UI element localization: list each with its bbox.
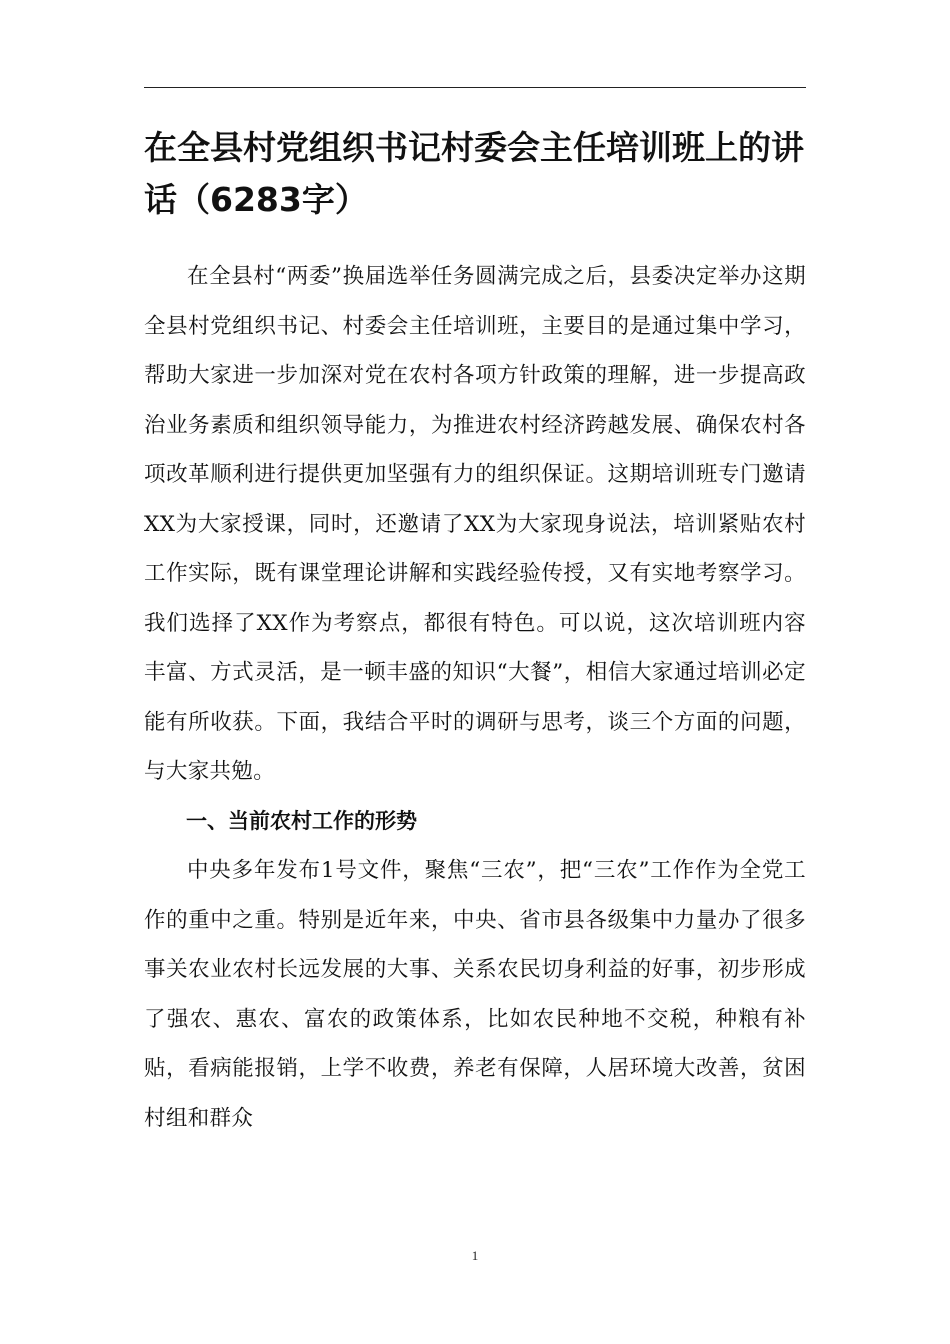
document-body [144, 252, 806, 1143]
section-heading: 一、当前农村工作的形势 [186, 808, 417, 833]
page-number: 1 [471, 1248, 479, 1263]
intro-paragraph: 在全县村“两委”换届选举任务圆满完成之后，县委决定举办这期全县村党组织书记、村委会主任培训班，主要目的是通过集中学习，帮助大家进一步加深对党在农村各项方针政策的理解，进一步提高政治业务素质和组织领导能力，为推进农村经济跨越发展、确保农村各项改革顺利进行提供更加坚强有力的组织保证。这期培训班专门邀请XX为大家授课，同时，还邀请了XX为大家现身说法，培训紧贴农村工作实际，既有课堂理论讲解和实践经验传授，又有实地考察学习。我们选择了XX作为考察点，都很有特色。可以说，这次培训班内容丰富、方式灵活，是一顿丰盛的知识“大餐”，相信大家通过培训必定能有所收获。下面，我结合平时的调研与思考，谈三个方面的问题，与大家共勉。 [144, 264, 806, 784]
document-title: 在全县村党组织书记村委会主任培训班上的讲话（6283字） [144, 128, 804, 219]
header-rule [144, 87, 806, 88]
section-paragraph: 中央多年发布1号文件，聚焦“三农”，把“三农”工作作为全党工作的重中之重。特别是近年来，中央、省市县各级集中力量办了很多事关农业农村长远发展的大事、关系农民切身利益的好事，初步形成了强农、惠农、富农的政策体系，比如农民种地不交税，种粮有补贴，看病能报销，上学不收费，养老有保障，人居环境大改善，贫困村组和群众 [144, 858, 806, 1131]
